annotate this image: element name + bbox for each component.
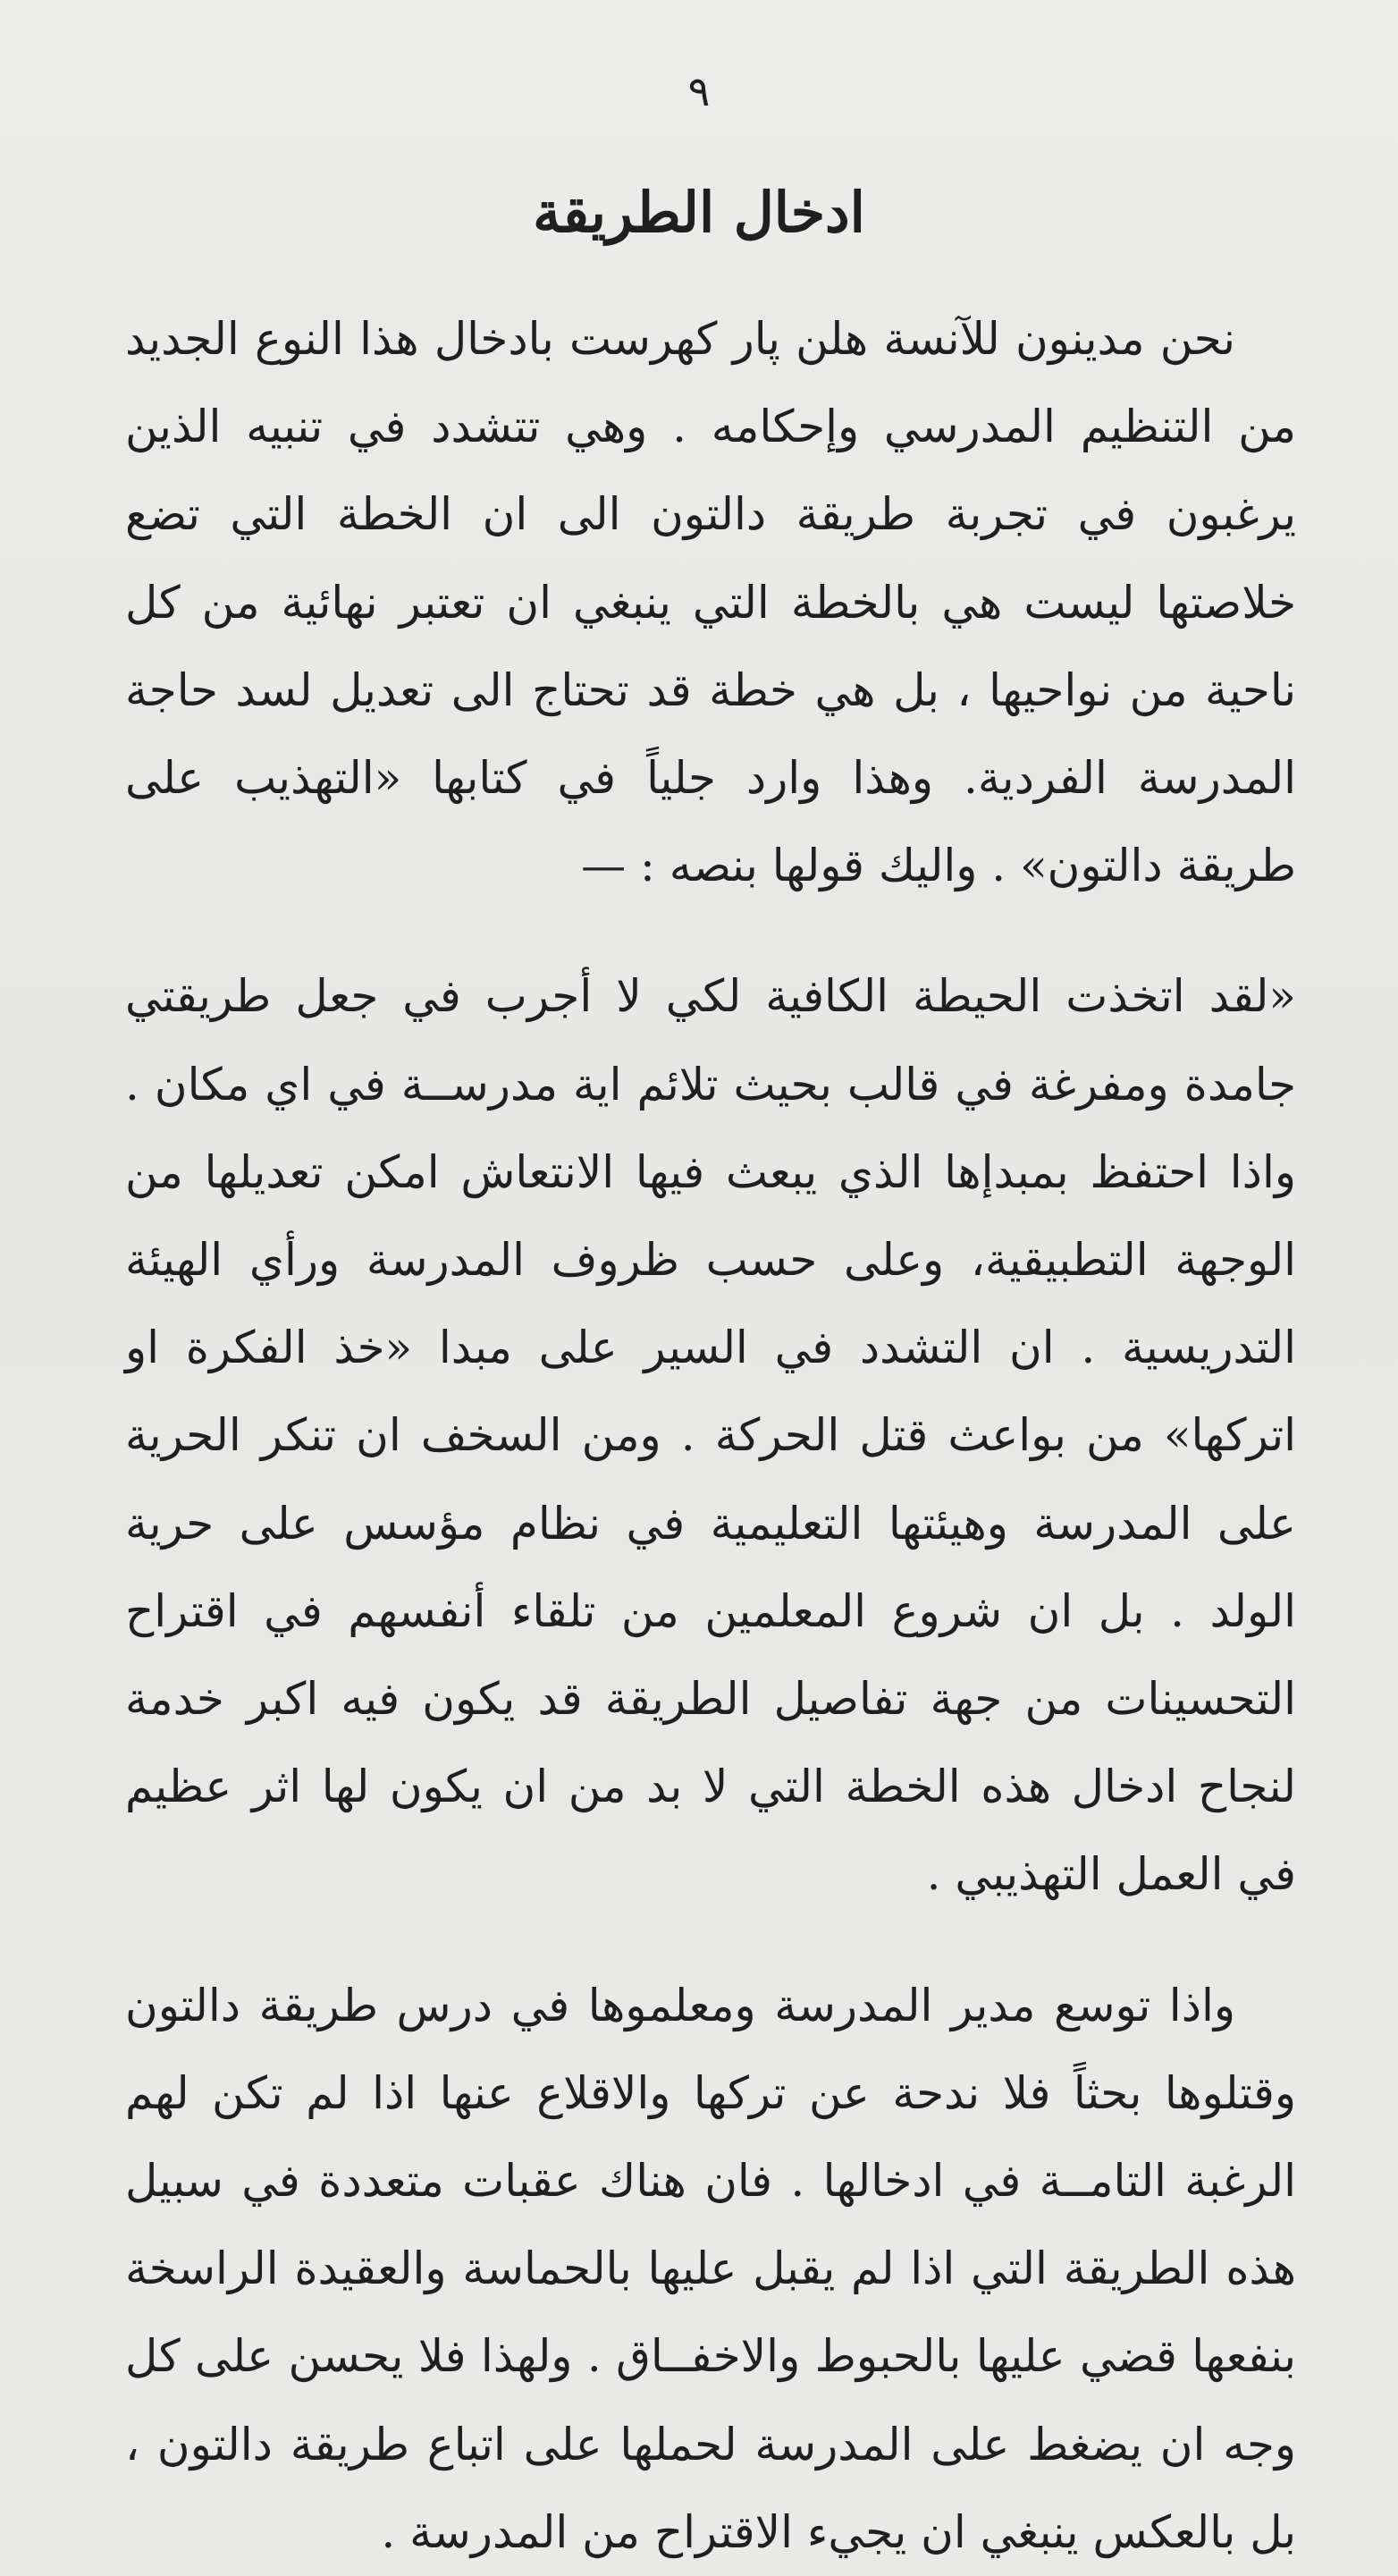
paragraph-1: نحن مدينون للآنسة هلن پار كهرست بادخال هذا النوع الجديد من التنظيم المدرسي وإحكامه . وهي تتشدد في تنبيه الذين يرغبون في تجربة طريقة دالتون الى ان الخطة التي تضع خلاصتها ليست هي بالخطة التي ينبغي ان تعتبر نهائية من كل ناحية من نواحيها ، بل هي خطة قد تحتاج الى تعديل لسد حاجة المدرسة الفردية. وهذا وارد جلياً في كتابها «التهذيب على طريقة دالتون» . واليك قولها بنصه : — xyxy=(125,313,1296,892)
page-title: ادخال الطريقة xyxy=(533,180,865,245)
paragraph-2: «لقد اتخذت الحيطة الكافية لكي لا أجرب في جعل طريقتي جامدة ومفرغة في قالب بحيث تلائم اية مدرســة في اي مكان . واذا احتفظ بمبدإها الذي يبعث فيها الانتعاش امكن تعديلها من الوجهة التطبيقية، وعلى حسب ظروف المدرسة ورأي الهيئة التدريسية . ان التشدد في السير على مبدا «خذ الفكرة او اتركها» من بواعث قتل الحركة . ومن السخف ان تنكر الحرية على المدرسة وهيئتها التعليمية في نظام مؤسس على حرية الولد . بل ان شروع المعلمين من تلقاء أنفسهم في اقتراح التحسينات من جهة تفاصيل الطريقة قد يكون فيه اكبر خدمة لنجاح ادخال هذه الخطة التي لا بد من ان يكون لها اثر عظيم في العمل التهذيبي . xyxy=(125,970,1296,1901)
paragraph-3: واذا توسع مدير المدرسة ومعلموها في درس طريقة دالتون وقتلوها بحثاً فلا ندحة عن تركها والاقلاع عنها اذا لم تكن لهم الرغبة التامــة في ادخالها . فان هناك عقبات متعددة في سبيل هذه الطريقة التي اذا لم يقبل عليها بالحماسة والعقيدة الراسخة بنفعها قضي عليها بالحبوط والاخفــاق . ولهذا فلا يحسن على كل وجه ان يضغط على المدرسة لحملها على اتباع طريقة دالتون ، بل بالعكس ينبغي ان يجيء الاقتراح من المدرسة . xyxy=(125,1979,1296,2558)
body-text xyxy=(125,295,1296,2576)
page-number: ٩ xyxy=(687,67,711,115)
